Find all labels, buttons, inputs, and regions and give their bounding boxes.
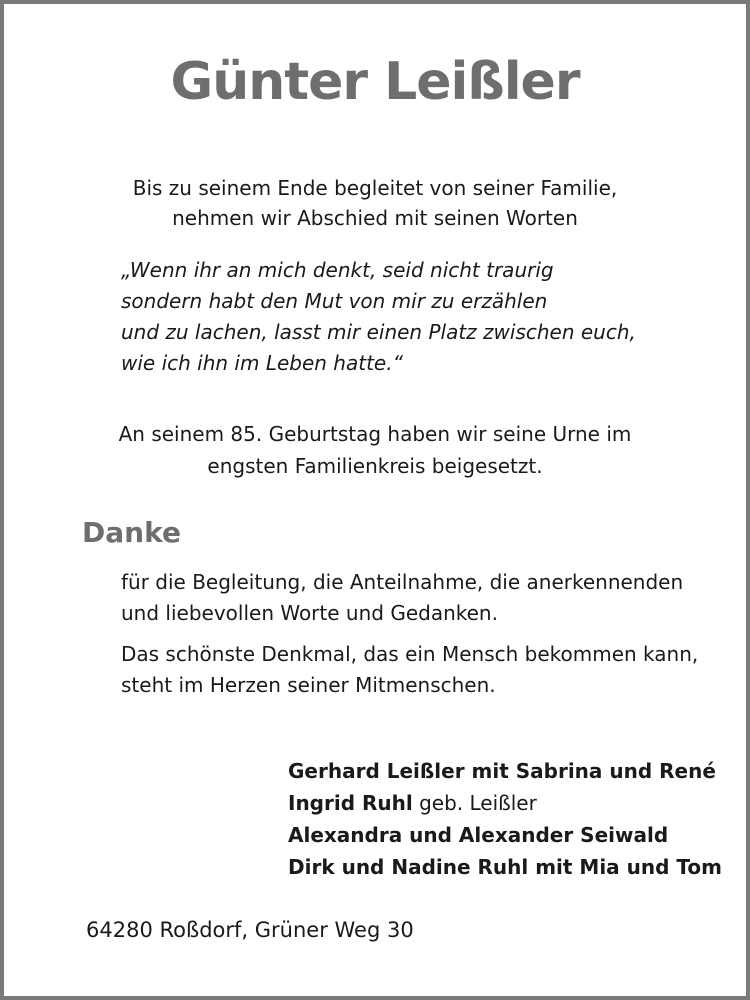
quote-block	[121, 255, 636, 379]
quote-line: „Wenn ihr an mich denkt, seid nicht traurig	[121, 258, 554, 282]
intro-line: nehmen wir Abschied mit seinen Worten	[172, 206, 578, 230]
thanks-paragraph	[121, 639, 698, 701]
quote-line: wie ich ihn im Leben hatte.“	[121, 351, 403, 375]
quote-line: und zu lachen, lasst mir einen Platz zwischen euch,	[121, 320, 636, 344]
signers-list	[288, 755, 722, 883]
thanks-line: und liebevollen Worte und Gedanken.	[121, 601, 498, 625]
thanks-line: steht im Herzen seiner Mitmenschen.	[121, 673, 496, 697]
address: 64280 Roßdorf, Grüner Weg 30	[86, 918, 414, 942]
signer: Dirk und Nadine Ruhl mit Mia und Tom	[288, 855, 722, 879]
signer: Alexandra und Alexander Seiwald	[288, 823, 669, 847]
signer	[288, 787, 722, 819]
deceased-name: Günter Leißler	[170, 52, 580, 112]
thanks-line: für die Begleitung, die Anteilnahme, die anerkennenden	[121, 570, 684, 594]
thanks-line: Das schönste Denkmal, das ein Mensch bekommen kann,	[121, 642, 699, 666]
thanks-text	[121, 567, 698, 701]
quote-line: sondern habt den Mut von mir zu erzählen	[121, 289, 548, 313]
intro-line: Bis zu seinem Ende begleitet von seiner Familie,	[132, 176, 618, 200]
danke-heading: Danke	[82, 516, 181, 549]
burial-line: engsten Familienkreis beigesetzt.	[207, 454, 543, 478]
intro-text	[0, 173, 750, 233]
thanks-paragraph	[121, 567, 698, 629]
signer-name: Ingrid Ruhl	[288, 791, 413, 815]
signer-maiden-name: geb. Leißler	[412, 791, 537, 815]
signer: Gerhard Leißler mit Sabrina und René	[288, 759, 716, 783]
burial-text	[0, 418, 750, 482]
burial-line: An seinem 85. Geburtstag haben wir seine Urne im	[118, 422, 632, 446]
